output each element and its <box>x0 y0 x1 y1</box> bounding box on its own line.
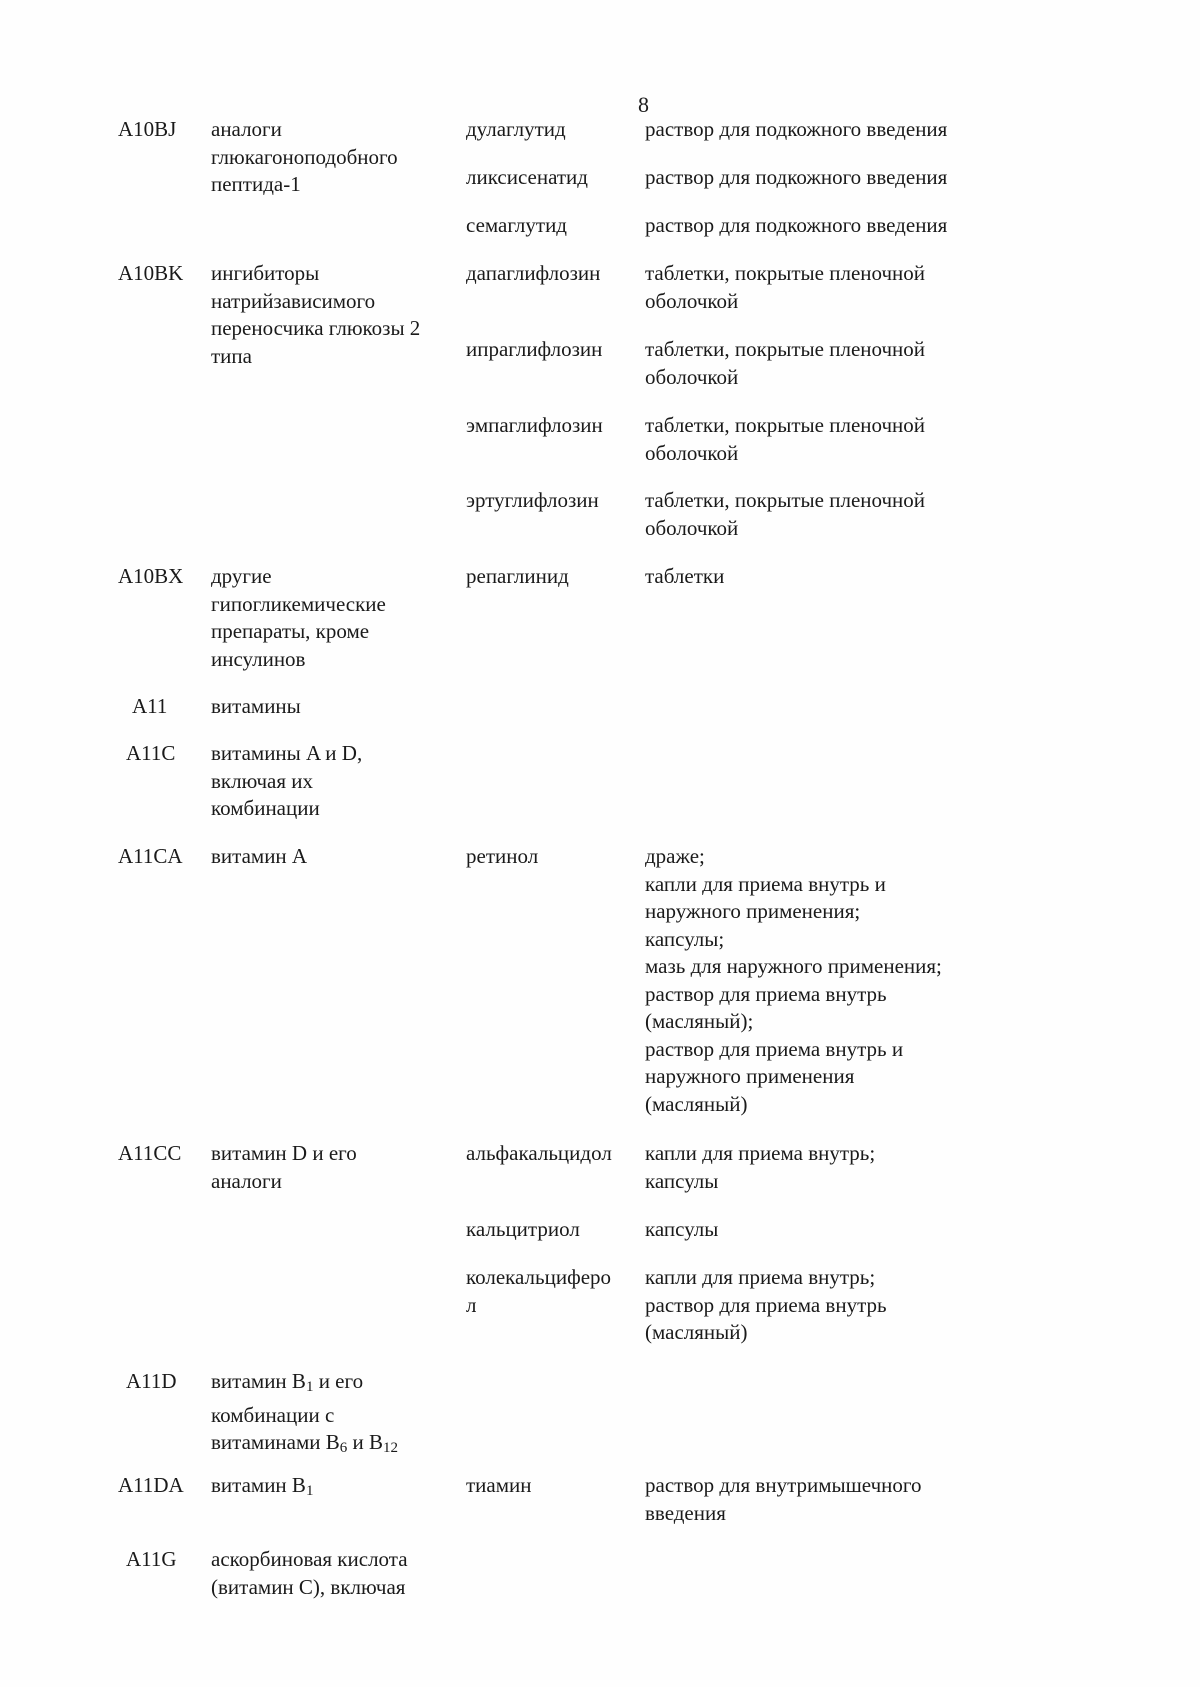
atc-group: витамины A и D, включая их комбинации <box>211 741 363 820</box>
dosage-form: капли для приема внутрь; капсулы <box>645 1141 876 1193</box>
atc-code: A11DA <box>118 1473 184 1497</box>
drug-name: ликсисенатид <box>466 165 588 189</box>
dosage-form: капсулы <box>645 1217 719 1241</box>
drug-name: семаглутид <box>466 213 567 237</box>
drug-name: дулаглутид <box>466 117 566 141</box>
atc-code: A11C <box>126 741 176 765</box>
drug-name: альфакальцидол <box>466 1141 612 1165</box>
atc-code: A11 <box>132 694 168 718</box>
atc-code: A11G <box>126 1547 177 1571</box>
dosage-form: таблетки, покрытые пленочной оболочкой <box>645 337 926 389</box>
dosage-form: таблетки <box>645 564 725 588</box>
atc-code: A11D <box>126 1369 177 1393</box>
dosage-form: таблетки, покрытые пленочной оболочкой <box>645 413 926 465</box>
drug-name: ипраглифлозин <box>466 337 603 361</box>
drug-name: эмпаглифлозин <box>466 413 603 437</box>
drug-name: ретинол <box>466 844 539 868</box>
atc-code: A10BK <box>118 261 184 285</box>
atc-group: витамин D и его аналоги <box>211 1141 357 1193</box>
drug-name: эртуглифлозин <box>466 488 599 512</box>
atc-code: A11CC <box>118 1141 182 1165</box>
drug-name: репаглинид <box>466 564 569 588</box>
drug-name: кальцитриол <box>466 1217 580 1241</box>
atc-group: витамин $B_1$ и его комбинации с витаминами $B_6$ и $B_{12}$ <box>211 1369 399 1456</box>
atc-code: A10BJ <box>118 117 177 141</box>
atc-code: A11CA <box>118 844 183 868</box>
atc-group: другие гипогликемические препараты, кроме инсулинов <box>211 564 386 671</box>
dosage-form: драже; капли для приема внутрь и наружного применения; капсулы; мазь для наружного применения; раствор для приема внутрь (масляный); раствор для приема внутрь и наружного применения (масляный) <box>645 844 942 1116</box>
atc-group: ингибиторы натрийзависимого переносчика глюкозы 2 типа <box>211 261 421 368</box>
dosage-form: раствор для внутримышечного введения <box>645 1473 922 1525</box>
dosage-form: таблетки, покрытые пленочной оболочкой <box>645 261 926 313</box>
atc-code: A10BX <box>118 564 184 588</box>
dosage-form: капли для приема внутрь; раствор для приема внутрь (масляный) <box>645 1265 887 1344</box>
atc-group: витамины <box>211 694 301 718</box>
page-number: 8 <box>638 92 649 117</box>
drug-name: дапаглифлозин <box>466 261 601 285</box>
drug-name: колекальциферо л <box>466 1265 612 1317</box>
dosage-form: раствор для подкожного введения <box>645 117 948 141</box>
atc-group: витамин $B_1$ <box>211 1473 314 1499</box>
dosage-form: раствор для подкожного введения <box>645 213 948 237</box>
dosage-form: раствор для подкожного введения <box>645 165 948 189</box>
atc-group: аналоги глюкагоноподобного пептида-1 <box>211 117 398 196</box>
atc-group: витамин A <box>211 844 308 868</box>
atc-group: аскорбиновая кислота (витамин C), включая <box>211 1547 408 1599</box>
drug-name: тиамин <box>466 1473 532 1497</box>
dosage-form: таблетки, покрытые пленочной оболочкой <box>645 488 926 540</box>
